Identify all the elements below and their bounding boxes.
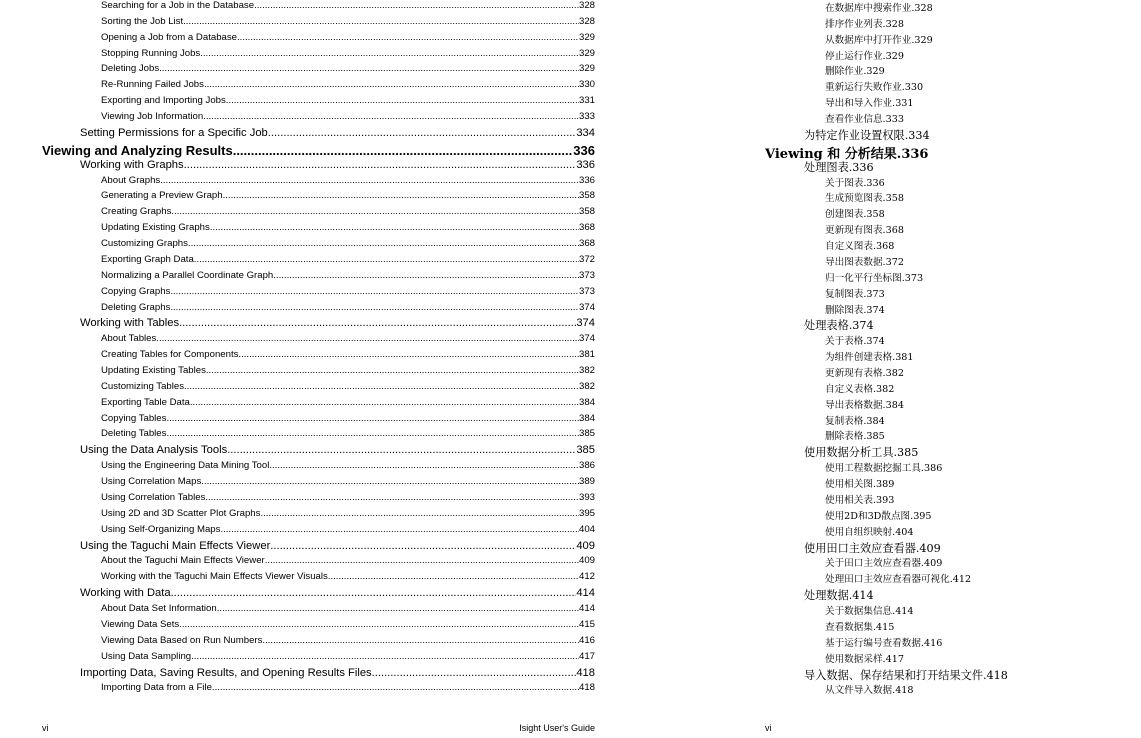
toc-dot-leader	[237, 32, 579, 43]
toc-entry-page-number: 330	[578, 79, 595, 91]
toc-subentry: 查看作业信息.333	[825, 114, 904, 126]
toc-entry-page-number: 374	[578, 301, 595, 313]
toc-subentry: 导出图表数据.372	[825, 256, 904, 268]
toc-entry-page-number: 358	[578, 190, 595, 202]
left-footer-page-number: vi	[42, 723, 49, 733]
toc-subentry	[101, 0, 595, 11]
toc-subentry: 从数据库中打开作业.329	[825, 34, 933, 46]
toc-entry-title: Using Self-Organizing Maps	[101, 523, 221, 535]
toc-entry-page-number: 329	[578, 47, 595, 59]
toc-subentry: 基于运行编号查看数据.416	[825, 637, 943, 649]
toc-dot-leader	[210, 222, 579, 233]
toc-entry-title: Working with Graphs	[80, 158, 184, 171]
toc-subentry	[101, 286, 595, 297]
toc-subentry: 导出表格数据.384	[825, 399, 904, 411]
toc-subentry	[101, 206, 595, 217]
toc-subentry: 从文件导入数据.418	[825, 685, 914, 697]
toc-entry-page-number: 404	[578, 523, 595, 535]
toc-entry-title: Deleting Tables	[101, 428, 167, 440]
toc-subentry	[101, 222, 595, 233]
toc-entry-page-number: 385	[576, 444, 595, 457]
toc-dot-leader	[194, 254, 579, 265]
toc-dot-leader	[254, 0, 579, 11]
toc-subentry	[101, 571, 595, 582]
toc-entry-page-number: 418	[576, 666, 595, 679]
toc-subentry: 使用数据采样.417	[825, 653, 904, 665]
toc-subentry: 使用工程数据挖掘工具.386	[825, 463, 943, 475]
toc-chapter-entry: 导入数据、保存结果和打开结果文件.418	[804, 668, 1008, 682]
toc-subentry	[101, 79, 595, 90]
toc-subentry: 复制表格.384	[825, 415, 885, 427]
toc-dot-leader	[260, 508, 579, 519]
toc-entry-page-number: 417	[578, 650, 595, 662]
toc-chapter-entry	[80, 540, 595, 552]
toc-dot-leader	[203, 111, 579, 122]
toc-dot-leader	[170, 302, 579, 313]
toc-entry-title: Working with the Taguchi Main Effects Viewer Visuals	[101, 571, 328, 583]
toc-entry-page-number: 374	[576, 317, 595, 330]
toc-dot-leader	[212, 682, 579, 693]
toc-chapter-entry	[80, 127, 595, 139]
toc-entry-title: Generating a Preview Graph	[101, 190, 223, 202]
toc-subentry: 使用相关图.389	[825, 479, 895, 491]
toc-subentry: 使用2D和3D散点图.395	[825, 510, 932, 522]
toc-dot-leader	[227, 444, 576, 456]
toc-entry-title: Creating Tables for Components	[101, 349, 239, 361]
toc-subentry: 删除图表.374	[825, 304, 885, 316]
toc-dot-leader	[226, 95, 579, 106]
toc-subentry: 删除表格.385	[825, 431, 885, 443]
toc-entry-title: Normalizing a Parallel Coordinate Graph	[101, 269, 274, 281]
toc-entry-title: Copying Tables	[101, 412, 167, 424]
toc-dot-leader	[190, 397, 579, 408]
toc-dot-leader	[171, 587, 577, 599]
toc-subentry: 关于图表.336	[825, 177, 885, 189]
toc-chapter-entry	[80, 159, 595, 171]
toc-subentry: 关于田口主效应查看器.409	[825, 558, 943, 570]
toc-entry-page-number: 386	[578, 460, 595, 472]
toc-chapter-entry: 使用数据分析工具.385	[804, 446, 919, 460]
toc-entry-page-number: 393	[578, 491, 595, 503]
toc-entry-page-number: 384	[578, 412, 595, 424]
toc-entry-page-number: 412	[578, 571, 595, 583]
toc-dot-leader	[262, 635, 579, 646]
toc-entry-title: Using Correlation Maps	[101, 476, 202, 488]
toc-entry-title: Updating Existing Tables	[101, 365, 206, 376]
toc-subentry	[101, 428, 595, 439]
toc-entry-page-number: 385	[578, 428, 595, 440]
toc-entry-page-number: 373	[578, 285, 595, 297]
toc-entry-page-number: 384	[578, 396, 595, 408]
toc-entry-page-number: 328	[578, 0, 595, 11]
toc-entry-title: Customizing Graphs	[101, 238, 188, 250]
toc-entry-page-number: 409	[578, 555, 595, 567]
toc-entry-title: Creating Graphs	[101, 206, 172, 218]
toc-entry-title: Copying Graphs	[101, 285, 171, 297]
toc-subentry: 导出和导入作业.331	[825, 98, 914, 110]
toc-entry-title: Using the Data Analysis Tools	[80, 444, 228, 457]
toc-entry-title: Working with Data	[80, 587, 171, 600]
toc-dot-leader	[179, 317, 576, 329]
toc-entry-title: Importing Data, Saving Results, and Opening Results Files	[80, 666, 372, 679]
toc-entry-page-number: 418	[578, 682, 595, 694]
toc-entry-title: Searching for a Job in the Database	[101, 0, 255, 11]
toc-entry-page-number: 336	[578, 174, 595, 186]
toc-dot-leader	[270, 540, 576, 552]
toc-subentry: 更新现有表格.382	[825, 368, 904, 379]
toc-entry-title: Deleting Graphs	[101, 301, 171, 313]
toc-dot-leader	[160, 175, 579, 186]
toc-entry-title: Setting Permissions for a Specific Job	[80, 126, 268, 139]
toc-dot-leader	[223, 190, 579, 201]
toc-dot-leader	[170, 286, 579, 297]
toc-subentry	[101, 111, 595, 122]
toc-entry-page-number: 414	[576, 587, 595, 600]
toc-subentry	[101, 555, 595, 566]
toc-dot-leader	[220, 524, 579, 535]
toc-subentry	[101, 16, 595, 27]
toc-entry-page-number: 329	[578, 31, 595, 43]
toc-chapter-entry: 处理数据.414	[804, 589, 874, 603]
toc-entry-title: Stopping Running Jobs	[101, 47, 201, 59]
toc-entry-title: Working with Tables	[80, 317, 180, 330]
toc-entry-page-number: 329	[578, 63, 595, 75]
toc-dot-leader	[268, 127, 577, 139]
toc-chapter-entry	[80, 667, 595, 679]
toc-entry-title: Updating Existing Graphs	[101, 222, 210, 234]
toc-entry-page-number: 336	[573, 142, 595, 158]
toc-subentry	[101, 333, 595, 344]
toc-entry-title: Exporting Graph Data	[101, 253, 194, 265]
toc-dot-leader	[265, 555, 579, 566]
toc-entry-page-number: 368	[578, 222, 595, 234]
toc-subentry: 关于表格.374	[825, 336, 885, 348]
toc-entry-title: Using Correlation Tables	[101, 491, 206, 503]
toc-entry-title: About Tables	[101, 333, 157, 345]
toc-subentry	[101, 524, 595, 535]
toc-dot-leader	[273, 270, 579, 281]
toc-subentry	[101, 63, 595, 74]
toc-subentry	[101, 175, 595, 186]
toc-entry-page-number: 395	[578, 507, 595, 519]
toc-dot-leader	[269, 460, 579, 471]
toc-entry-page-number: 328	[578, 15, 595, 27]
toc-entry-title: About Data Set Information	[101, 603, 217, 615]
toc-section-heading	[42, 143, 595, 158]
toc-subentry: 在数据库中搜索作业.328	[825, 3, 933, 14]
toc-dot-leader	[205, 492, 579, 503]
toc-dot-leader	[201, 476, 579, 487]
toc-subentry	[101, 32, 595, 43]
toc-subentry	[101, 508, 595, 519]
toc-dot-leader	[217, 603, 579, 614]
toc-entry-page-number: 373	[578, 269, 595, 281]
toc-dot-leader	[184, 381, 579, 392]
toc-subentry: 自定义图表.368	[825, 241, 895, 253]
toc-subentry	[101, 603, 595, 614]
toc-subentry	[101, 302, 595, 313]
toc-dot-leader	[204, 79, 579, 90]
toc-dot-leader	[191, 651, 579, 662]
toc-subentry	[101, 492, 595, 503]
toc-entry-title: Re-Running Failed Jobs	[101, 79, 204, 91]
toc-entry-page-number: 333	[578, 111, 595, 123]
toc-dot-leader	[328, 571, 579, 582]
toc-subentry: 复制图表.373	[825, 288, 885, 300]
toc-entry-page-number: 382	[578, 380, 595, 392]
toc-subentry: 使用自组织映射.404	[825, 526, 914, 538]
toc-subentry: 排序作业列表.328	[825, 18, 904, 30]
toc-subentry: 生成预览图表.358	[825, 193, 904, 205]
toc-subentry	[101, 238, 595, 249]
toc-subentry	[101, 651, 595, 662]
toc-dot-leader	[372, 667, 577, 679]
toc-chapter-entry: 处理图表.336	[804, 160, 874, 174]
toc-chapter-entry	[80, 444, 595, 456]
toc-entry-title: About Graphs	[101, 174, 161, 186]
toc-subentry: 使用相关表.393	[825, 494, 895, 506]
toc-subentry	[101, 190, 595, 201]
toc-entry-page-number: 374	[578, 333, 595, 345]
toc-dot-leader	[166, 413, 579, 424]
toc-dot-leader	[184, 159, 577, 171]
toc-entry-title: Using the Taguchi Main Effects Viewer	[80, 539, 271, 552]
toc-dot-leader	[183, 16, 579, 27]
toc-entry-title: Viewing Data Based on Run Numbers	[101, 634, 263, 646]
toc-section-heading: Viewing 和 分析结果.336	[765, 146, 929, 162]
toc-subentry: 自定义表格.382	[825, 383, 895, 395]
toc-subentry	[101, 270, 595, 281]
toc-dot-leader	[206, 365, 579, 376]
toc-entry-page-number: 358	[578, 206, 595, 218]
toc-chapter-entry	[80, 317, 595, 329]
toc-dot-leader	[179, 619, 579, 630]
toc-dot-leader	[171, 206, 579, 217]
toc-entry-title: Opening a Job from a Database	[101, 31, 237, 43]
toc-subentry: 创建图表.358	[825, 209, 885, 221]
toc-chapter-entry: 为特定作业设置权限.334	[804, 128, 930, 142]
toc-subentry	[101, 682, 595, 693]
toc-subentry: 归一化平行坐标图.373	[825, 272, 924, 284]
toc-dot-leader	[200, 48, 579, 59]
toc-chapter-entry: 使用田口主效应查看器.409	[804, 541, 941, 555]
toc-entry-title: Using Data Sampling	[101, 650, 192, 662]
toc-dot-leader	[238, 349, 579, 360]
toc-entry-title: Exporting and Importing Jobs	[101, 95, 226, 107]
toc-subentry	[101, 381, 595, 392]
toc-subentry	[101, 349, 595, 360]
toc-subentry: 查看数据集.415	[825, 621, 895, 633]
toc-subentry	[101, 254, 595, 265]
toc-entry-title: Exporting Table Data	[101, 396, 190, 408]
toc-entry-title: Importing Data from a File	[101, 682, 212, 694]
toc-subentry: 关于数据集信息.414	[825, 606, 914, 618]
toc-entry-page-number: 415	[578, 618, 595, 630]
toc-entry-title: Viewing and Analyzing Results	[42, 142, 233, 158]
toc-entry-page-number: 389	[578, 476, 595, 488]
toc-subentry	[101, 397, 595, 408]
toc-subentry: 为组件创建表格.381	[825, 352, 914, 364]
toc-subentry	[101, 95, 595, 106]
toc-entry-title: Viewing Data Sets	[101, 618, 180, 630]
toc-entry-title: Deleting Jobs	[101, 63, 160, 75]
right-footer-page-number: vi	[765, 723, 772, 733]
toc-subentry: 处理田口主效应查看器可视化.412	[825, 574, 972, 586]
toc-chapter-entry	[80, 587, 595, 599]
toc-entry-title: Customizing Tables	[101, 380, 185, 392]
toc-dot-leader	[156, 333, 579, 344]
toc-dot-leader	[188, 238, 579, 249]
toc-dot-leader	[159, 63, 579, 74]
toc-entry-title: Sorting the Job List	[101, 15, 184, 27]
toc-subentry	[101, 365, 595, 376]
toc-subentry: 重新运行失败作业.330	[825, 82, 924, 94]
toc-entry-page-number: 382	[578, 365, 595, 376]
toc-subentry	[101, 48, 595, 59]
chinese-toc-page	[760, 0, 1141, 738]
toc-entry-title: About the Taguchi Main Effects Viewer	[101, 555, 265, 567]
toc-entry-title: Using 2D and 3D Scatter Plot Graphs	[101, 507, 261, 519]
toc-entry-title: Using the Engineering Data Mining Tool	[101, 460, 270, 472]
toc-subentry	[101, 476, 595, 487]
toc-entry-page-number: 331	[578, 95, 595, 107]
toc-entry-page-number: 336	[576, 158, 595, 171]
toc-entry-page-number: 416	[578, 634, 595, 646]
toc-entry-page-number: 368	[578, 238, 595, 250]
toc-dot-leader	[233, 143, 574, 158]
toc-subentry: 停止运行作业.329	[825, 50, 904, 62]
toc-subentry: 删除作业.329	[825, 66, 885, 78]
left-footer-book-title: Isight User's Guide	[519, 723, 595, 733]
toc-entry-page-number: 409	[576, 539, 595, 552]
toc-dot-leader	[166, 428, 579, 439]
toc-chapter-entry: 处理表格.374	[804, 319, 874, 333]
toc-entry-page-number: 372	[578, 253, 595, 265]
toc-subentry	[101, 635, 595, 646]
toc-entry-page-number: 381	[578, 349, 595, 361]
toc-subentry: 更新现有图表.368	[825, 225, 904, 237]
toc-subentry	[101, 413, 595, 424]
toc-subentry	[101, 460, 595, 471]
toc-subentry	[101, 619, 595, 630]
toc-entry-page-number: 414	[578, 603, 595, 615]
toc-entry-page-number: 334	[576, 126, 595, 139]
toc-entry-title: Viewing Job Information	[101, 111, 204, 123]
